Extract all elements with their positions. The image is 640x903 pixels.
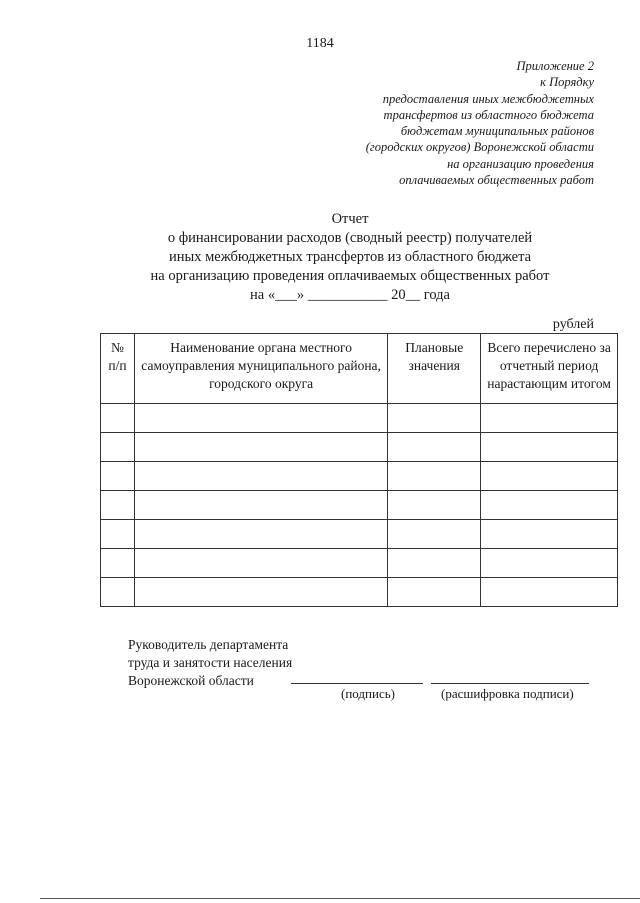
signature-decode-line xyxy=(431,683,589,684)
cell-organization-name xyxy=(134,578,387,607)
report-table xyxy=(100,333,618,607)
appendix-line: к Порядку xyxy=(540,75,594,90)
cell-row-number xyxy=(101,462,135,491)
appendix-line: предоставления иных межбюджетных xyxy=(382,91,594,106)
table-row xyxy=(101,491,618,520)
cell-row-number xyxy=(101,433,135,462)
signature-decode-caption: (расшифровка подписи) xyxy=(441,686,574,701)
cell-row-number xyxy=(101,578,135,607)
cell-total-transferred xyxy=(481,491,618,520)
report-title-line: о финансировании расходов (сводный реестр) получателей xyxy=(167,230,533,246)
cell-organization-name xyxy=(134,520,387,549)
appendix-line: бюджетам муниципальных районов xyxy=(400,124,594,139)
currency-units: рублей xyxy=(552,317,594,332)
page-bottom-divider xyxy=(40,898,640,899)
report-title: Отчет xyxy=(331,211,369,227)
table-row xyxy=(101,404,618,433)
report-title-line: иных межбюджетных трансфертов из областного бюджета xyxy=(168,249,532,265)
cell-organization-name xyxy=(134,433,387,462)
page-number: 1184 xyxy=(306,36,334,51)
cell-row-number xyxy=(101,520,135,549)
signatory-title-line: Руководитель департамента xyxy=(128,637,289,652)
signature-block xyxy=(128,636,292,690)
signatory-title-line: Воронежской области xyxy=(128,673,254,688)
cell-organization-name xyxy=(134,404,387,433)
cell-planned-values xyxy=(388,520,481,549)
appendix-line: на организацию проведения xyxy=(447,156,594,171)
signature-line xyxy=(291,683,423,684)
cell-total-transferred xyxy=(481,578,618,607)
table-row xyxy=(101,462,618,491)
appendix-line: оплачиваемых общественных работ xyxy=(399,173,594,188)
cell-organization-name xyxy=(134,491,387,520)
table-row xyxy=(101,520,618,549)
cell-planned-values xyxy=(388,404,481,433)
signatory-title-line: труда и занятости населения xyxy=(128,655,293,670)
cell-total-transferred xyxy=(481,462,618,491)
appendix-line: (городских округов) Воронежской области xyxy=(365,140,594,155)
cell-planned-values xyxy=(388,578,481,607)
cell-row-number xyxy=(101,491,135,520)
table-header-row xyxy=(101,334,618,404)
table-row xyxy=(101,433,618,462)
header-planned-values: Плановые значения xyxy=(388,334,481,404)
table-body xyxy=(101,404,618,607)
report-title-line: на организацию проведения оплачиваемых общественных работ xyxy=(150,268,550,284)
cell-total-transferred xyxy=(481,549,618,578)
cell-organization-name xyxy=(134,462,387,491)
cell-organization-name xyxy=(134,549,387,578)
appendix-note xyxy=(366,58,594,188)
report-title-block xyxy=(0,210,640,305)
header-row-number: № п/п xyxy=(101,334,135,404)
table-row xyxy=(101,578,618,607)
cell-total-transferred xyxy=(481,520,618,549)
cell-row-number xyxy=(101,404,135,433)
cell-total-transferred xyxy=(481,404,618,433)
cell-planned-values xyxy=(388,462,481,491)
cell-planned-values xyxy=(388,491,481,520)
header-organization-name: Наименование органа местного самоуправления муниципального района, городского округа xyxy=(134,334,387,404)
appendix-line: Приложение 2 xyxy=(516,59,594,73)
cell-planned-values xyxy=(388,433,481,462)
appendix-line: трансфертов из областного бюджета xyxy=(383,107,594,122)
cell-row-number xyxy=(101,549,135,578)
cell-planned-values xyxy=(388,549,481,578)
header-total-transferred: Всего перечислено за отчетный период нарастающим итогом xyxy=(481,334,618,404)
cell-total-transferred xyxy=(481,433,618,462)
table-row xyxy=(101,549,618,578)
report-date-line: на «___» ___________ 20__ года xyxy=(250,287,450,303)
signature-caption: (подпись) xyxy=(341,686,395,701)
